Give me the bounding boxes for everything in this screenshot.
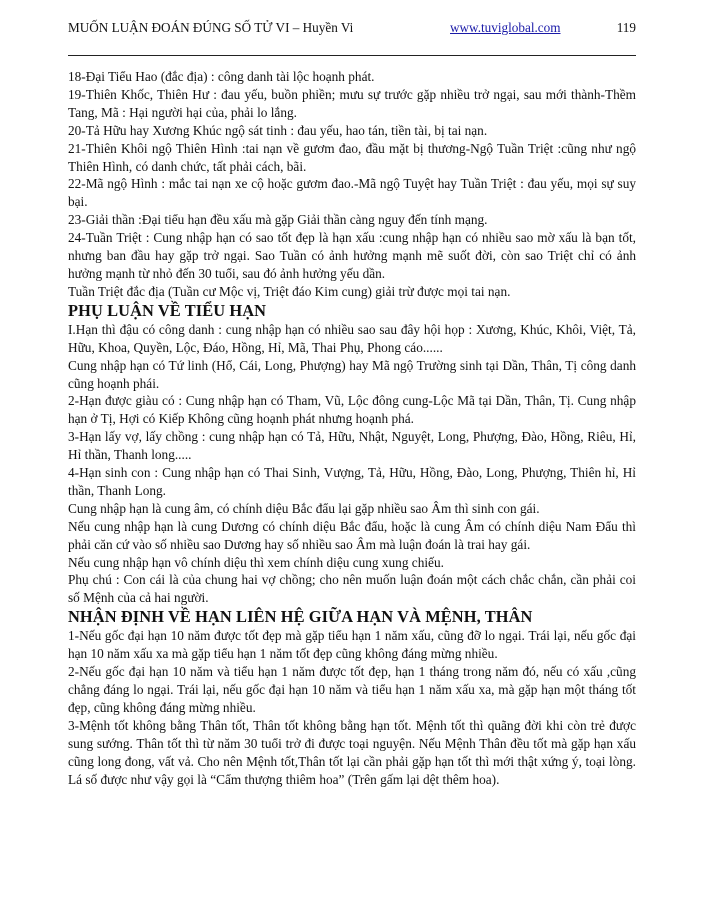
paragraph-18: 18-Đại Tiểu Hao (đắc địa) : công danh tài lộc hoạnh phát.	[68, 69, 375, 84]
section-heading-phu-luan: PHỤ LUẬN VỀ TIỂU HẠN	[68, 300, 267, 320]
header-divider	[68, 55, 636, 56]
paragraph-24: 24-Tuần Triệt : Cung nhập hạn có sao tốt đẹp là hạn xấu :cung nhập hạn có nhiều sao mờ xấu là bạn tốt, nhưng ban đầu hay gặp trở ngại. Sao Tuần có ảnh hưởng mạnh mẽ suốt đời, còn sao Triệt chỉ có ảnh hưởng mạnh từ nhỏ đến 30 tuổi, sau đó ảnh hưởng yếu dần.	[68, 230, 636, 281]
paragraph-23: 23-Giải thần :Đại tiểu hạn đều xấu mà gặp Giải thần càng nguy đến tính mạng.	[68, 212, 488, 228]
paragraph-22: 22-Mã ngộ Hình : mắc tai nạn xe cộ hoặc gươm đao.-Mã ngộ Tuyệt hay Tuần Triệt : đau yếu, mọi sự suy bại.	[68, 176, 636, 210]
paragraph-nhan-dinh-3: 3-Mệnh tốt không bằng Thân tốt, Thân tốt không bằng hạn tốt. Mệnh tốt thì quãng đời khi còn trẻ được sung sướng. Thân tốt thì từ năm 30 tuổi trở đi được toại nguyện. Nếu Mệnh Thân đều tốt mà gặp hạn xấu cũng long đong, vất vả. Cho nên Mệnh tốt,Thân tốt lại cần phải gặp hạn tốt thì mới thật xứng ý, toại lòng. Lá số được như vậy gọi là “Cẩm thượng thiêm hoa” (Trên gấm lại dệt thêm hoa).	[68, 717, 636, 787]
paragraph-han-sinh-con: 4-Hạn sinh con : Cung nhập hạn có Thai Sinh, Vượng, Tả, Hữu, Hồng, Đào, Long, Phượng, Thiên hỉ, Hỉ thần, Thanh Long.	[68, 465, 636, 498]
paragraph-19: 19-Thiên Khốc, Thiên Hư : đau yếu, buồn phiền; mưu sự trước gặp nhiều trở ngại, sau mới thành-Thềm Tang, Mã : Hại người hại của, phải lo lắng.	[68, 86, 636, 120]
paragraph-tu-linh: Cung nhập hạn có Tứ linh (Hổ, Cái, Long, Phượng) hay Mã ngộ Trường sinh tại Dần, Thân, Tị công danh cũng hoạnh phái.	[68, 357, 636, 391]
section-heading-nhan-dinh: NHẬN ĐỊNH VỀ HẠN LIÊN HỆ GIỮA HẠN VÀ MỆNH, THÂN	[68, 607, 533, 627]
website-link[interactable]: www.tuviglobal.com	[450, 20, 561, 35]
paragraph-cung-am: Cung nhập hạn là cung âm, có chính diệu Bắc đẩu lại gặp nhiều sao Âm thì sinh con gái.	[68, 500, 540, 516]
paragraph-han-giau-co: 2-Hạn được giàu có : Cung nhập hạn có Tham, Vũ, Lộc đông cung-Lộc Mã tại Dần, Thân, Tị. Cung nhập hạn ở Tị, Hợi có Kiếp Không cũng hoạnh phát nhưng hoạnh phá.	[68, 393, 636, 427]
paragraph-phu-chu: Phụ chú : Con cái là của chung hai vợ chồng; cho nên muốn luận đoán một cách chắc chắn, cần phải coi số Mệnh của cả hai người.	[68, 572, 636, 606]
book-title: MUỐN LUẬN ĐOÁN ĐÚNG SỐ TỬ VI – Huyền Vi	[68, 20, 354, 35]
paragraph-nhan-dinh-2: 2-Nếu gốc đại hạn 10 năm và tiểu hạn 1 năm được tốt đẹp, hạn 1 tháng trong năm đó, nếu có xấu ,cũng chẳng đáng lo ngại. Trái lại, nếu gốc đại hạn 10 năm và tiểu hạn 1 năm xấu xa, mà gặp hạn một tháng tốt đẹp, cũng không đáng mừng nhiều.	[68, 664, 636, 715]
page-header	[68, 20, 636, 40]
paragraph-han-cong-danh: I.Hạn thì đậu có công danh : cung nhập hạn có nhiều sao sau đây hội họp : Xương, Khúc, Khôi, Việt, Tả, Hữu, Khoa, Quyền, Lộc, Đáo, Hồng, Hỉ, Mã, Thai Phụ, Phong cáo......	[68, 321, 636, 355]
paragraph-nhan-dinh-1: 1-Nếu gốc đại hạn 10 năm được tốt đẹp mà gặp tiểu hạn 1 năm xấu, cũng đỡ lo ngại. Trái lại, nếu gốc đại hạn 10 năm xấu xa mà gặp tiểu hạn 1 năm tốt đẹp cũng không đáng mừng nhiều.	[68, 628, 636, 662]
paragraph-tuan-triet: Tuần Triệt đắc địa (Tuần cư Mộc vị, Triệt đáo Kim cung) giải trừ được mọi tai nạn.	[68, 283, 511, 299]
page-body	[68, 68, 636, 788]
paragraph-20: 20-Tả Hữu hay Xương Khúc ngộ sát tinh : đau yếu, hao tán, tiền tài, bị tai nạn.	[68, 122, 488, 138]
paragraph-21: 21-Thiên Khôi ngộ Thiên Hình :tai nạn về gươm đao, đầu mặt bị thương-Ngộ Tuần Triệt :cũng như ngộ Thiên Hình, có danh chức, tất phải cách, bãi.	[68, 140, 636, 174]
page-number: 119	[616, 20, 636, 35]
paragraph-cung-duong: Nếu cung nhập hạn là cung Dương có chính diệu Bắc đẩu, hoặc là cung Âm có chính diệu Nam Đẩu thì phải căn cứ vào số nhiều sao Dương hay số nhiều sao Âm mà luận đoán là trai hay gái.	[68, 518, 636, 552]
paragraph-han-lay-vo: 3-Hạn lấy vợ, lấy chồng : cung nhập hạn có Tả, Hữu, Nhật, Nguyệt, Long, Phượng, Đào, Hồng, Riêu, Hỉ, Hỉ thần, Thanh long.....	[68, 429, 636, 463]
paragraph-vo-chinh-dieu: Nếu cung nhập hạn vô chính diệu thì xem chính diệu cung xung chiếu.	[68, 554, 444, 570]
